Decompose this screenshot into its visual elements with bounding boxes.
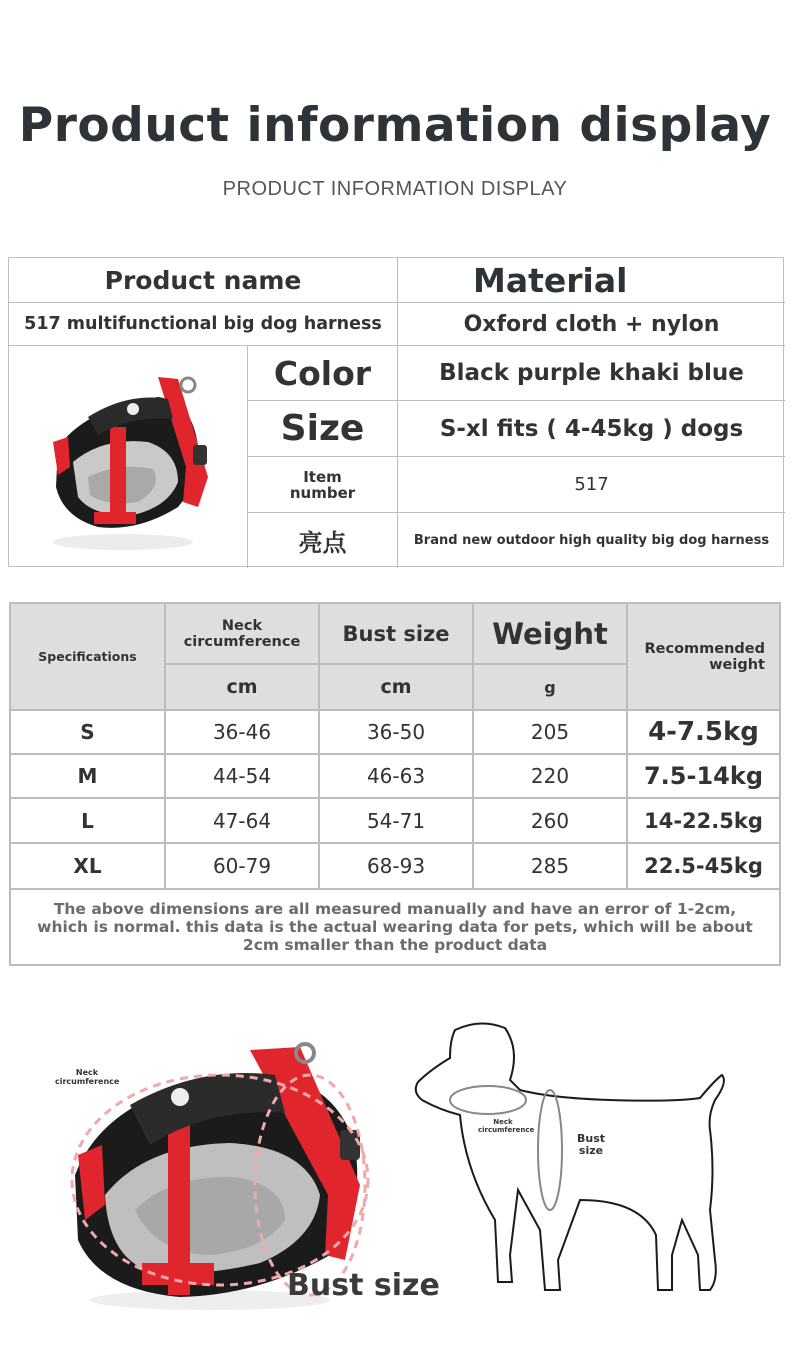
bust-text: 54-71 — [366, 808, 426, 833]
neck-text: 47-64 — [212, 808, 272, 833]
item-number-label-cell — [248, 457, 398, 513]
weight-text: 220 — [530, 764, 570, 788]
recommended-text: 4-7.5kg — [648, 717, 759, 747]
bust-header — [320, 604, 474, 665]
bust-unit-cell — [320, 665, 474, 711]
product-name-label: Product name — [104, 265, 302, 295]
size-text: XL — [73, 854, 102, 878]
specifications-header — [11, 604, 166, 711]
table-row-weight — [474, 799, 628, 844]
neck-unit: cm — [226, 676, 258, 698]
size-text: M — [77, 764, 98, 788]
size-value-cell — [398, 401, 785, 457]
bust-text: 68-93 — [366, 854, 426, 878]
bust-size-label: Bust size — [287, 1268, 440, 1303]
table-row-bust — [320, 755, 474, 799]
table-row-size — [11, 711, 166, 755]
table-row-weight — [474, 711, 628, 755]
size-label-cell — [248, 401, 398, 457]
item-number-value-cell — [398, 457, 785, 513]
color-label: Color — [273, 353, 372, 393]
neck-unit-cell — [166, 665, 320, 711]
bust-unit: cm — [380, 676, 412, 698]
measurement-note: The above dimensions are all measured manually and have an error of 1-2cm, which is normal. this data is the actual wearing data for pets, which will be about 2cm smaller than the product data — [37, 900, 753, 954]
weight-text: 285 — [530, 854, 570, 878]
product-info-table — [8, 257, 784, 567]
table-row-size — [11, 799, 166, 844]
highlight-value: Brand new outdoor high quality big dog harness — [413, 533, 770, 548]
harness-neck-label: Neck circumference — [55, 1068, 120, 1086]
harness-photo — [28, 357, 228, 557]
table-row-recommended — [628, 799, 779, 844]
size-text: S — [80, 720, 95, 744]
table-row-recommended — [628, 844, 779, 890]
neck-text: 60-79 — [212, 854, 272, 878]
weight-text: 260 — [530, 808, 570, 833]
recommended-text: 7.5-14kg — [643, 762, 763, 790]
weight-header — [474, 604, 628, 665]
table-row-neck — [166, 755, 320, 799]
page-subtitle: PRODUCT INFORMATION DISPLAY — [222, 178, 568, 200]
table-row-recommended — [628, 755, 779, 799]
weight-text: 205 — [530, 720, 570, 744]
material-value — [398, 303, 785, 346]
bust-label: Bust size — [342, 621, 450, 646]
table-row-recommended — [628, 711, 779, 755]
table-row-weight — [474, 755, 628, 799]
recommended-text: 22.5-45kg — [644, 854, 763, 878]
table-row-bust — [320, 844, 474, 890]
table-row-neck — [166, 844, 320, 890]
neck-label: Neck circumference — [183, 617, 301, 650]
specifications-label: Specifications — [38, 649, 137, 664]
table-row-bust — [320, 799, 474, 844]
weight-label: Weight — [492, 616, 608, 651]
table-row-size — [11, 755, 166, 799]
highlight-value-cell — [398, 513, 785, 568]
item-number-label: Item number — [289, 467, 356, 502]
bust-text: 36-50 — [366, 720, 426, 744]
recommended-label: Recommended weight — [644, 640, 765, 673]
dog-neck-label: Neck circumference — [478, 1118, 535, 1134]
table-row-weight — [474, 844, 628, 890]
highlight-label-cell — [248, 513, 398, 568]
product-name-header — [9, 258, 398, 303]
material-text: Oxford cloth + nylon — [463, 311, 720, 337]
table-row-bust — [320, 711, 474, 755]
product-name-value — [9, 303, 398, 346]
table-row-size — [11, 844, 166, 890]
size-text: L — [81, 808, 94, 833]
size-value: S-xl fits ( 4-45kg ) dogs — [439, 415, 744, 442]
weight-unit-cell — [474, 665, 628, 711]
product-name-text: 517 multifunctional big dog harness — [24, 314, 382, 334]
table-row-neck — [166, 799, 320, 844]
bust-text: 46-63 — [366, 764, 426, 788]
recommended-text: 14-22.5kg — [644, 808, 763, 833]
page-title: Product information display — [18, 98, 772, 153]
dog-bust-label: Bust size — [576, 1132, 606, 1157]
item-number-value: 517 — [574, 474, 609, 495]
size-label: Size — [280, 408, 365, 449]
neck-header — [166, 604, 320, 665]
material-label: Material — [473, 260, 628, 300]
weight-unit: g — [544, 677, 556, 697]
recommended-header — [628, 604, 779, 711]
color-label-cell — [248, 346, 398, 401]
dog-measure-diagram — [410, 1020, 730, 1310]
highlight-label: 亮点 — [298, 529, 347, 557]
table-row-neck — [166, 711, 320, 755]
color-value-cell — [398, 346, 785, 401]
material-header — [398, 258, 785, 303]
size-spec-table — [9, 602, 781, 966]
neck-text: 36-46 — [212, 720, 272, 744]
neck-text: 44-54 — [212, 764, 272, 788]
color-value: Black purple khaki blue — [439, 360, 744, 386]
product-image-cell — [9, 346, 248, 568]
